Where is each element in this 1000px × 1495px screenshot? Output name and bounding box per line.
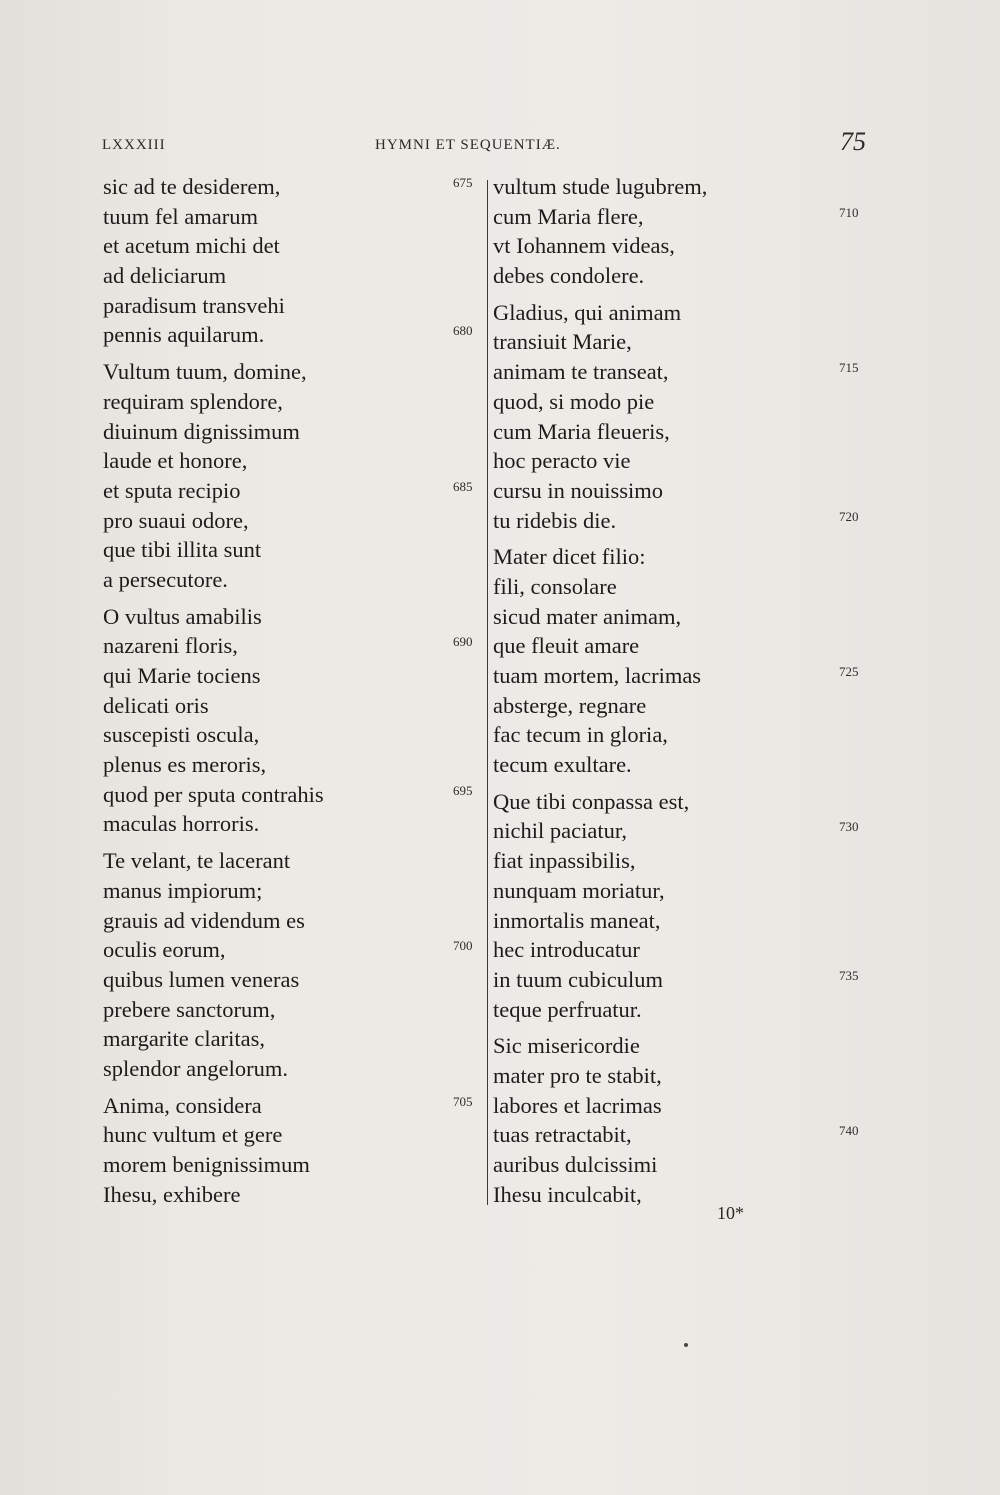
verse-text: animam te transeat,: [493, 359, 669, 385]
verse-text: pennis aquilarum.: [103, 322, 265, 348]
verse-text: pro suaui odore,: [103, 507, 249, 533]
verse-text: auribus dulcissimi: [493, 1152, 658, 1177]
verse-line: [493, 327, 883, 357]
verse-line: [493, 417, 883, 447]
verse-line: [103, 535, 483, 565]
verse-text: suscepisti oscula,: [103, 722, 260, 748]
verse-text: tuum fel amarum: [103, 203, 258, 229]
verse-text: maculas horroris.: [103, 811, 260, 837]
verse-line: [493, 750, 883, 780]
line-number: 710: [839, 204, 859, 220]
line-number: 725: [839, 664, 859, 679]
paper-speck: [684, 1343, 688, 1347]
verse-text: hoc peracto vie: [493, 448, 631, 474]
verse-line: [103, 661, 483, 691]
stanza: [103, 846, 483, 1084]
verse-line: [493, 846, 883, 876]
verse-line: [493, 357, 883, 387]
verse-line: [103, 809, 483, 839]
verse-text: ad deliciarum: [103, 263, 227, 289]
verse-text: nazareni floris,: [103, 633, 238, 659]
verse-text: in tuum cubiculum: [493, 966, 663, 992]
verse-line: [103, 476, 483, 506]
stanza: [493, 1031, 883, 1209]
line-number: 730: [839, 819, 859, 835]
verse-line: [103, 231, 483, 261]
verse-line: [103, 1180, 483, 1210]
verse-line: [103, 291, 483, 321]
verse-line: [493, 876, 883, 906]
verse-line: [493, 172, 883, 202]
verse-text: sic ad te desiderem,: [103, 174, 281, 199]
verse-line: [493, 906, 883, 936]
verse-text: mater pro te stabit,: [493, 1062, 662, 1088]
verse-line: [493, 661, 883, 691]
verse-line: [493, 787, 883, 817]
stanza: [493, 172, 883, 291]
verse-text: nunquam moriatur,: [493, 877, 665, 903]
verse-line: [103, 846, 483, 876]
verse-text: nichil paciatur,: [493, 818, 628, 844]
stanza: [103, 1091, 483, 1210]
verse-text: grauis ad videndum es: [103, 907, 305, 933]
verse-text: que tibi illita sunt: [103, 537, 262, 563]
verse-text: hec introducatur: [493, 937, 640, 963]
verse-line: [103, 602, 483, 632]
line-number: 740: [839, 1123, 859, 1139]
verse-line: [103, 935, 483, 965]
verse-line: [103, 1120, 483, 1150]
verse-line: [493, 602, 883, 632]
verse-line: [103, 1150, 483, 1180]
verse-line: [493, 816, 883, 846]
verse-text: a persecutore.: [103, 566, 228, 592]
verse-text: fili, consolare: [493, 573, 617, 599]
verse-text: Ihesu, exhibere: [103, 1181, 241, 1207]
verse-text: vultum stude lugubrem,: [493, 174, 708, 199]
signature-mark: 10*: [717, 1203, 744, 1223]
verse-text: prebere sanctorum,: [103, 996, 276, 1022]
verse-line: [103, 720, 483, 750]
verse-text: et sputa recipio: [103, 477, 241, 503]
line-number: 715: [839, 360, 859, 376]
verse-line: [103, 172, 483, 202]
verse-text: hunc vultum et gere: [103, 1122, 283, 1148]
verse-text: inmortalis maneat,: [493, 907, 661, 933]
right-verse-column: [493, 172, 883, 1216]
verse-line: [103, 780, 483, 810]
verse-line: [103, 1054, 483, 1084]
verse-text: tuam mortem, lacrimas: [493, 663, 702, 688]
line-number: 680: [453, 323, 473, 339]
stanza: [103, 602, 483, 840]
line-number: 695: [453, 782, 473, 798]
verse-text: qui Marie tociens: [103, 663, 261, 688]
stanza: [493, 787, 883, 1025]
verse-text: tecum exultare.: [493, 752, 632, 778]
verse-text: fiat inpassibilis,: [493, 848, 636, 874]
column-rule: [487, 180, 488, 1205]
verse-text: fac tecum in gloria,: [493, 722, 668, 748]
verse-line: [493, 231, 883, 261]
verse-text: Anima, considera: [103, 1092, 262, 1118]
verse-text: Que tibi conpassa est,: [493, 788, 690, 814]
verse-text: cum Maria fleueris,: [493, 418, 670, 444]
verse-text: labores et lacrimas: [493, 1092, 662, 1118]
verse-text: plenus es meroris,: [103, 752, 267, 778]
verse-line: [493, 691, 883, 721]
verse-line: [103, 387, 483, 417]
verse-text: Mater dicet filio:: [493, 544, 646, 570]
verse-line: [103, 446, 483, 476]
verse-text: sicud mater animam,: [493, 603, 682, 629]
verse-line: [493, 935, 883, 965]
verse-text: debes condolere.: [493, 263, 645, 289]
verse-text: splendor angelorum.: [103, 1055, 288, 1081]
stanza: [103, 172, 483, 350]
verse-line: [493, 965, 883, 995]
verse-line: [493, 1150, 883, 1180]
verse-text: cursu in nouissimo: [493, 477, 664, 503]
verse-text: diuinum dignissimum: [103, 418, 300, 444]
verse-line: [493, 1091, 883, 1121]
verse-line: [103, 1091, 483, 1121]
stanza: [103, 357, 483, 595]
verse-text: tu ridebis die.: [493, 507, 617, 533]
line-number: 735: [839, 967, 859, 983]
verse-line: [103, 691, 483, 721]
verse-text: que fleuit amare: [493, 633, 640, 659]
verse-text: Sic misericordie: [493, 1033, 640, 1059]
verse-line: [103, 750, 483, 780]
verse-line: [493, 1061, 883, 1091]
verse-text: O vultus amabilis: [103, 603, 262, 629]
verse-text: absterge, regnare: [493, 692, 647, 718]
verse-line: [103, 506, 483, 536]
verse-line: [493, 1031, 883, 1061]
verse-line: [493, 476, 883, 506]
stanza: [493, 298, 883, 536]
verse-line: [103, 906, 483, 936]
verse-line: [493, 542, 883, 572]
verse-text: transiuit Marie,: [493, 329, 632, 355]
line-number: 675: [453, 175, 473, 190]
verse-line: [493, 1180, 883, 1210]
page-number: 75: [840, 127, 866, 156]
verse-line: [493, 261, 883, 291]
running-head: [0, 127, 1000, 161]
verse-line: [493, 202, 883, 232]
verse-text: quod per sputa contrahis: [103, 781, 324, 807]
verse-line: [103, 357, 483, 387]
verse-line: [103, 995, 483, 1025]
verse-text: requiram splendore,: [103, 388, 283, 414]
verse-line: [493, 995, 883, 1025]
line-number: 720: [839, 508, 859, 524]
verse-text: Vultum tuum, domine,: [103, 359, 307, 385]
verse-line: [493, 446, 883, 476]
verse-text: cum Maria flere,: [493, 203, 644, 229]
verse-text: morem benignissimum: [103, 1152, 310, 1177]
verse-text: Ihesu inculcabit,: [493, 1181, 642, 1207]
verse-line: [103, 261, 483, 291]
verse-text: paradisum transvehi: [103, 292, 285, 318]
verse-text: laude et honore,: [103, 448, 248, 474]
verse-line: [103, 876, 483, 906]
verse-line: [493, 387, 883, 417]
verse-text: margarite claritas,: [103, 1026, 266, 1052]
verse-line: [103, 965, 483, 995]
verse-text: quibus lumen veneras: [103, 966, 300, 992]
line-number: 705: [453, 1093, 473, 1109]
verse-text: manus impiorum;: [103, 877, 263, 903]
verse-line: [103, 202, 483, 232]
verse-line: [493, 298, 883, 328]
line-number: 700: [453, 938, 473, 954]
line-number: 690: [453, 634, 473, 650]
verse-line: [103, 565, 483, 595]
verse-text: vt Iohannem videas,: [493, 233, 675, 259]
verse-text: Te velant, te lacerant: [103, 848, 291, 874]
verse-line: [103, 320, 483, 350]
hymn-number: LXXXIII: [102, 137, 166, 153]
verse-line: [103, 1024, 483, 1054]
verse-text: et acetum michi det: [103, 233, 280, 259]
verse-text: oculis eorum,: [103, 937, 226, 963]
verse-line: [493, 1120, 883, 1150]
running-title: HYMNI ET SEQUENTIÆ.: [375, 137, 561, 153]
verse-text: quod, si modo pie: [493, 388, 655, 414]
verse-line: [493, 720, 883, 750]
verse-line: [103, 631, 483, 661]
stanza: [493, 542, 883, 780]
left-verse-column: [103, 172, 483, 1216]
verse-text: teque perfruatur.: [493, 996, 642, 1022]
verse-line: [103, 417, 483, 447]
verse-text: tuas retractabit,: [493, 1122, 632, 1148]
verse-line: [493, 506, 883, 536]
verse-line: [493, 631, 883, 661]
verse-text: Gladius, qui animam: [493, 299, 682, 325]
verse-text: delicati oris: [103, 692, 209, 718]
verse-line: [493, 572, 883, 602]
line-number: 685: [453, 478, 473, 494]
